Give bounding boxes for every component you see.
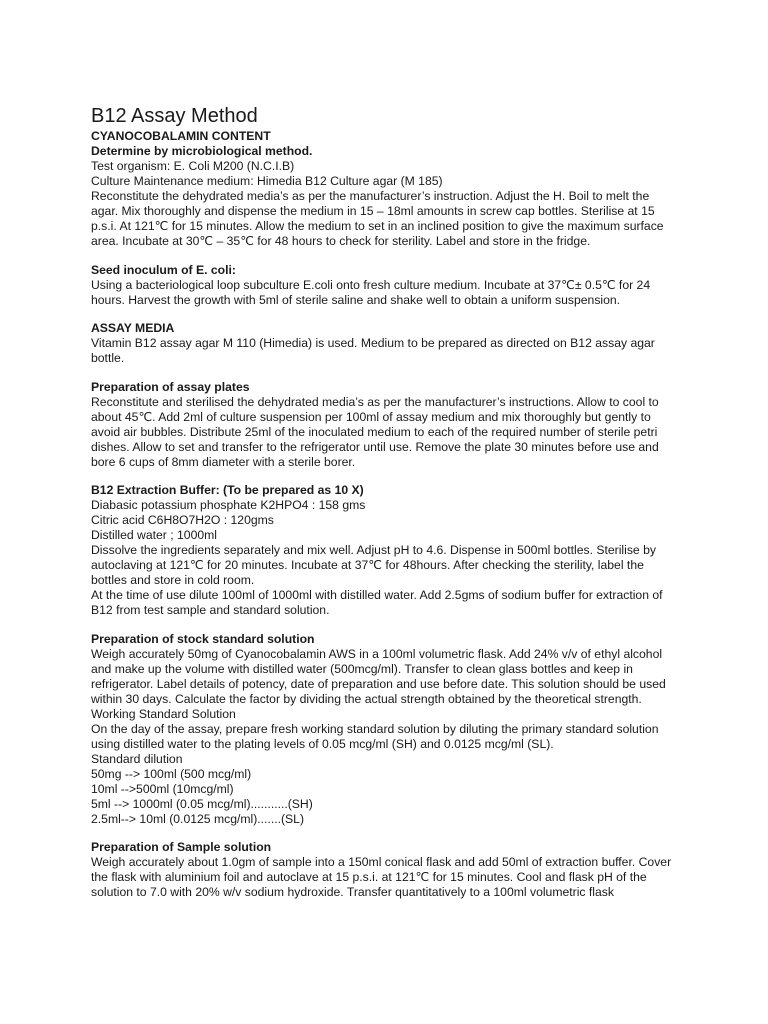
heading-extraction-buffer: B12 Extraction Buffer: (To be prepared as 10 X) <box>91 483 364 497</box>
section-sample-solution <box>91 840 678 900</box>
sample-paragraph: Weigh accurately about 1.0gm of sample into a 150ml conical flask and add 50ml of extraction buffer. Cover the flask with aluminium foil and autoclave at 15 p.s.i. at 121℃ for 15 minutes. Cool and flask pH of the solution to 7.0 with 20% w/v sodium hydroxide. Transfer quantitatively to a 100ml volumetric flask <box>91 855 672 899</box>
section-extraction-buffer <box>91 483 678 618</box>
heading-cyanocobalamin-content: CYANOCOBALAMIN CONTENT <box>91 129 271 143</box>
section-intro <box>91 129 678 249</box>
dilution-step-3: 5ml --> 1000ml (0.05 mcg/ml)...........(SH) <box>91 796 313 811</box>
section-stock-standard <box>91 632 678 827</box>
heading-sample-solution: Preparation of Sample solution <box>91 840 272 854</box>
working-standard-label: Working Standard Solution <box>91 706 236 721</box>
buffer-line-citric-acid: Citric acid C6H8O7H2O : 120gms <box>91 513 274 527</box>
dilution-step-4: 2.5ml--> 10ml (0.0125 mcg/ml).......(SL) <box>91 811 305 826</box>
dilution-step-1: 50mg --> 100ml (500 mcg/ml) <box>91 766 252 781</box>
assay-plates-paragraph: Reconstitute and sterilised the dehydrated media’s as per the manufacturer’s instructions. Allow to cool to about 45℃. Add 2ml of culture suspension per 100ml of assay medium and mix thoroughly but gently to avoid air bubbles. Distribute 25ml of the inoculated medium to each of the required number of sterile petri dishes. Allow to set and transfer to the refrigerator until use. Remove the plate 30 minutes before use and bore 6 cups of 8mm diameter with a sterile borer. <box>91 394 659 469</box>
culture-medium-line: Culture Maintenance medium: Himedia B12 Culture agar (M 185) <box>91 174 443 188</box>
assay-media-paragraph: Vitamin B12 assay agar M 110 (Himedia) is used. Medium to be prepared as directed on B12 assay agar bottle. <box>91 336 655 365</box>
seed-paragraph: Using a bacteriological loop subculture E.coli onto fresh culture medium. Incubate at 37℃± 0.5℃ for 24 hours. Harvest the growth with 5ml of sterile saline and shake well to obtain a uniform suspension. <box>91 277 651 307</box>
buffer-paragraph-dissolve: Dissolve the ingredients separately and mix well. Adjust pH to 4.6. Dispense in 500ml bottles. Sterilise by autoclaving at 121℃ for 20 minutes. Incubate at 37℃ for 48hours. After checking the sterility, label the bottles and store in cold room. <box>91 543 656 587</box>
document-title: B12 Assay Method <box>91 105 258 127</box>
section-seed-inoculum <box>91 263 678 308</box>
heading-assay-media: ASSAY MEDIA <box>91 321 175 335</box>
standard-dilution-label: Standard dilution <box>91 751 183 766</box>
working-standard-paragraph: On the day of the assay, prepare fresh working standard solution by diluting the primary standard solution using distilled water to the plating levels of 0.05 mcg/ml (SH) and 0.0125 mcg/ml (SL). <box>91 721 659 751</box>
heading-determine-method: Determine by microbiological method. <box>91 144 313 158</box>
test-organism-line: Test organism: E. Coli M200 (N.C.I.B) <box>91 159 295 173</box>
heading-seed-inoculum: Seed inoculum of E. coli: <box>91 262 236 277</box>
buffer-line-water: Distilled water ; 1000ml <box>91 528 217 542</box>
section-assay-plates <box>91 380 678 470</box>
buffer-paragraph-dilute: At the time of use dilute 100ml of 1000ml with distilled water. Add 2.5gms of sodium buffer for extraction of B12 from test sample and standard solution. <box>91 588 663 617</box>
reconstitute-paragraph: Reconstitute the dehydrated media’s as per the manufacturer’s instruction. Adjust the H. Boil to melt the agar. Mix thoroughly and dispense the medium in 15 – 18ml amounts in screw cap bottles. Sterilise at 15 p.s.i. At 121℃ for 15 minutes. Allow the medium to set in an inclined position to give the maximum surface area. Incubate at 30℃ – 35℃ for 48 hours to check for sterility. Label and store in the fridge. <box>91 189 664 248</box>
buffer-line-phosphate: Diabasic potassium phosphate K2HPO4 : 158 gms <box>91 498 366 512</box>
stock-paragraph: Weigh accurately 50mg of Cyanocobalamin AWS in a 100ml volumetric flask. Add 24% v/v of ethyl alcohol and make up the volume with distilled water (500mcg/ml). Transfer to clean glass bottles and keep in refrigerator. Label details of potency, date of preparation and use before date. This solution should be used within 30 days. Calculate the factor by dividing the actual strength obtained by the theoretical strength. <box>91 646 666 706</box>
heading-assay-plates: Preparation of assay plates <box>91 379 250 394</box>
section-assay-media <box>91 321 678 366</box>
heading-stock-standard: Preparation of stock standard solution <box>91 631 315 646</box>
dilution-step-2: 10ml -->500ml (10mcg/ml) <box>91 781 234 796</box>
